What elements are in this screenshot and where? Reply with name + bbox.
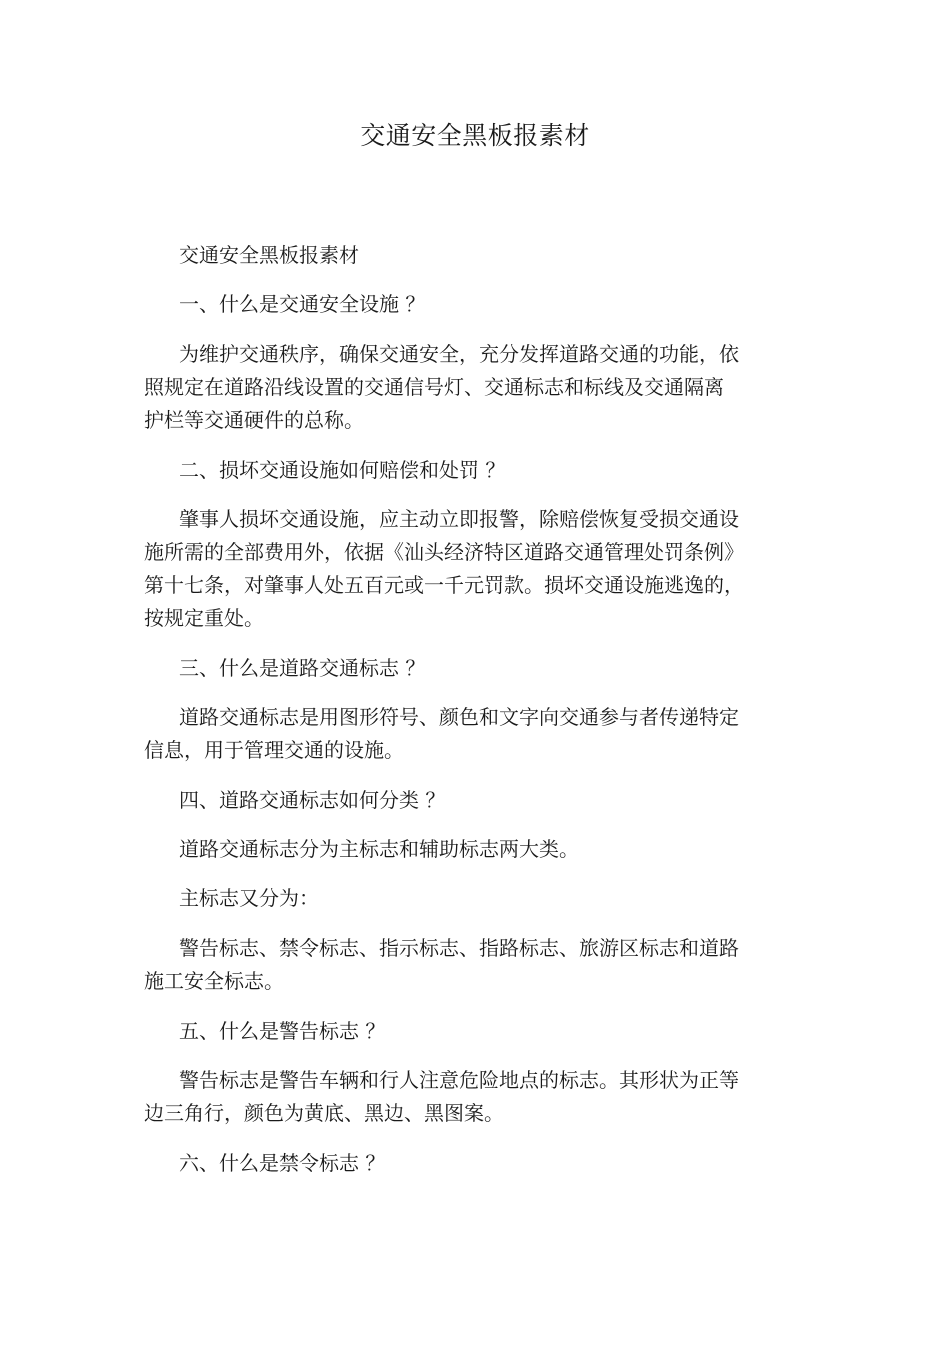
paragraph-line: 警告标志是警告车辆和行人注意危险地点的标志。其形状为正等 [179,1068,739,1092]
section-heading: 一、什么是交通安全设施 ？ [179,292,426,316]
paragraph-line: 警告标志、禁令标志、指示标志、指路标志、旅游区标志和道路 [179,936,739,960]
paragraph-line: 施工安全标志。 [144,969,284,993]
paragraph-line: 肇事人损坏交通设施，应主动立即报警，除赔偿恢复受损交通设 [179,507,739,531]
section-heading: 二、损坏交通设施如何赔偿和处罚 ？ [179,458,506,482]
paragraph-line: 按规定重处。 [144,606,264,630]
section-heading: 三、什么是道路交通标志 ？ [179,656,426,680]
section-heading: 五、什么是警告标志 ？ [179,1019,386,1043]
subtitle: 交通安全黑板报素材 [179,243,359,267]
paragraph-line: 第十七条，对肇事人处五百元或一千元罚款。损坏交通设施逃逸的， [144,573,744,597]
paragraph-line: 信息，用于管理交通的设施。 [144,738,404,762]
paragraph-line: 主标志又分为： [179,886,319,910]
paragraph-line: 照规定在道路沿线设置的交通信号灯、交通标志和标线及交通隔离 [144,375,724,399]
section-heading: 四、道路交通标志如何分类 ？ [179,788,446,812]
paragraph-line: 边三角行，颜色为黄底、黑边、黑图案。 [144,1101,504,1125]
document-title: 交通安全黑板报素材 [360,121,590,150]
paragraph-line: 道路交通标志分为主标志和辅助标志两大类。 [179,837,579,861]
paragraph-line: 为维护交通秩序，确保交通安全，充分发挥道路交通的功能，依 [179,342,739,366]
section-heading: 六、什么是禁令标志 ？ [179,1151,386,1175]
paragraph-line: 道路交通标志是用图形符号、颜色和文字向交通参与者传递特定 [179,705,739,729]
paragraph-line: 施所需的全部费用外，依据《汕头经济特区道路交通管理处罚条例》 [144,540,744,564]
paragraph-line: 护栏等交通硬件的总称。 [144,408,364,432]
